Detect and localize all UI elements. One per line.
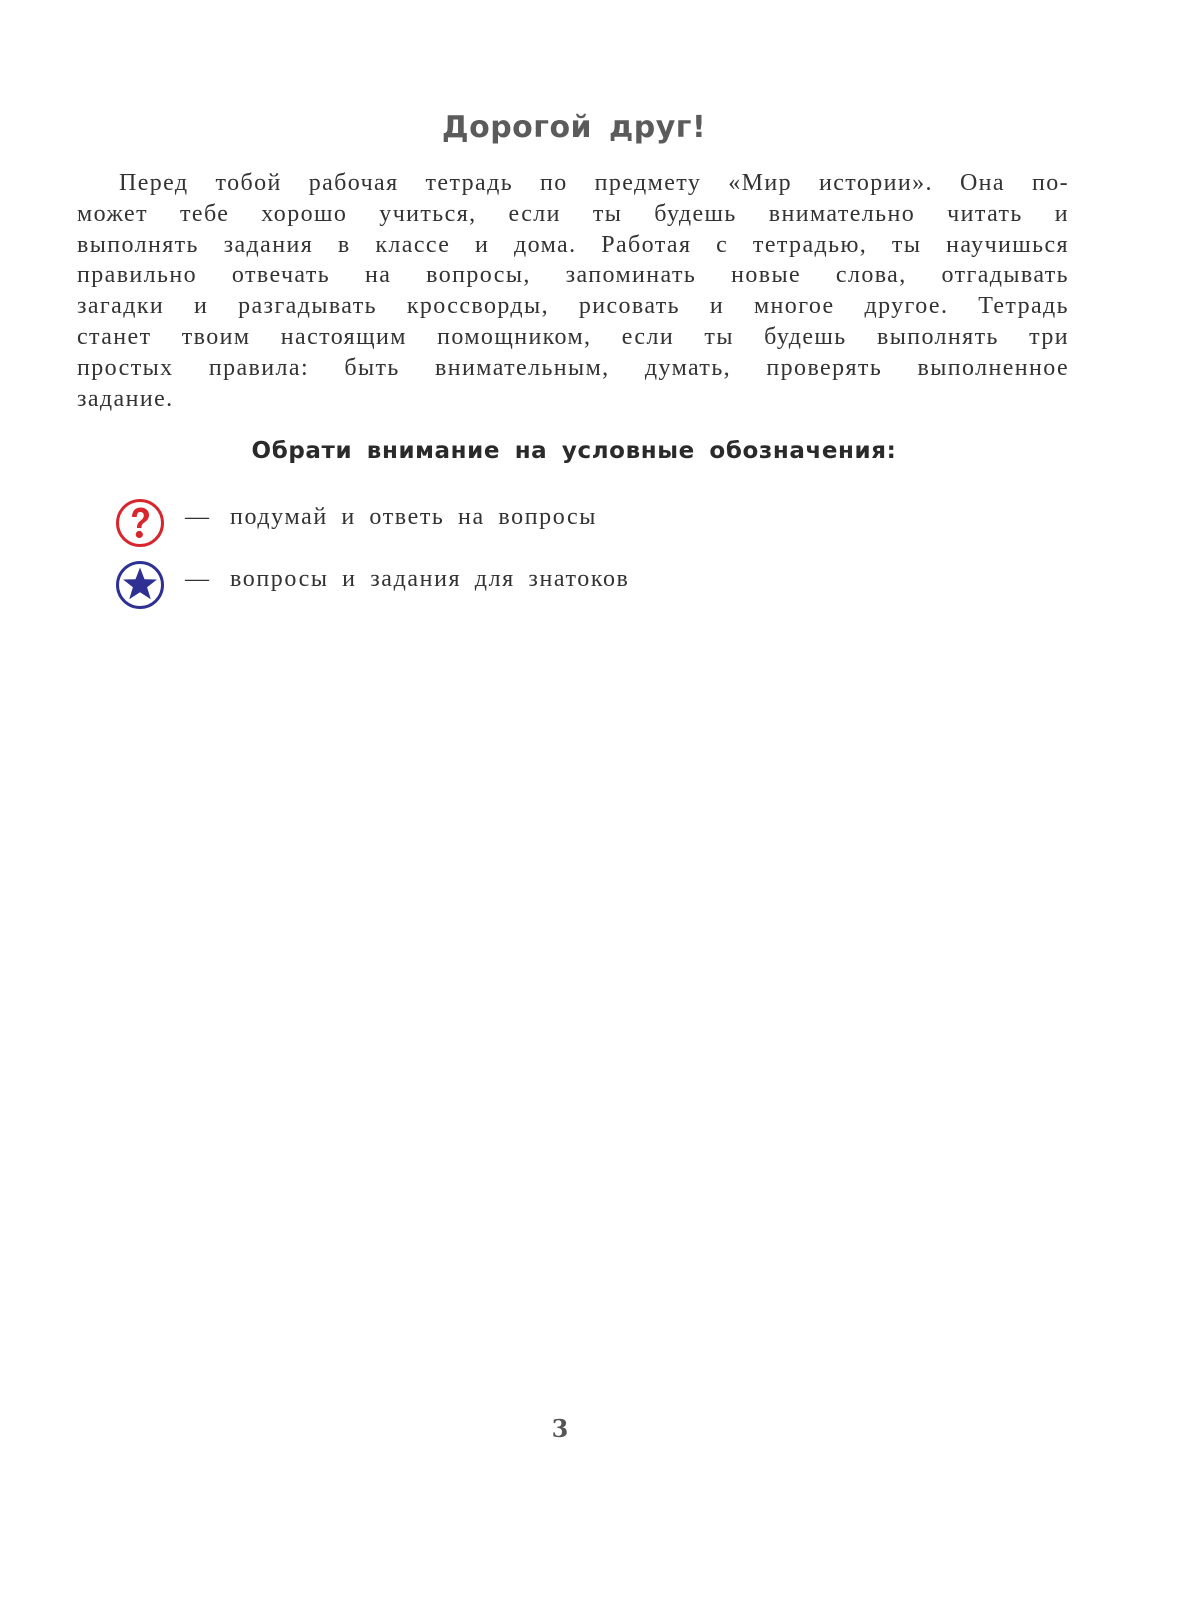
intro-line: может тебе хорошо учиться, если ты будешь внимательно читать и [77,200,1069,227]
intro-line: выполнять задания в классе и дома. Работая с тетрадью, ты научишься [77,231,1069,258]
intro-line: загадки и разгадывать кроссворды, рисовать и многое другое. Тетрадь [77,293,1069,320]
legend-heading: Обрати внимание на условные обозначения: [251,438,897,464]
legend-dash: — [185,566,209,592]
intro-line: простых правила: быть внимательным, думать, проверять выполненное [77,354,1069,381]
page-number: 3 [551,1414,569,1443]
intro-line: станет твоим настоящим помощником, если ты будешь выполнять три [77,323,1069,350]
intro-line: задание. [77,385,174,412]
intro-line: правильно отвечать на вопросы, запоминать новые слова, отгадывать [77,262,1069,289]
legend-text: подумай и ответь на вопросы [230,504,597,530]
legend-dash: — [185,504,209,530]
intro-line: Перед тобой рабочая тетрадь по предмету «Мир истории». Она по- [119,170,1069,196]
page-title: Дорогой друг! [441,110,707,145]
star-icon [115,560,165,610]
intro-paragraph [77,168,1069,414]
legend-text: вопросы и задания для знатоков [230,566,630,592]
question-mark-icon [115,498,165,548]
legend-item-experts [115,560,915,612]
legend-item-questions [115,498,915,550]
